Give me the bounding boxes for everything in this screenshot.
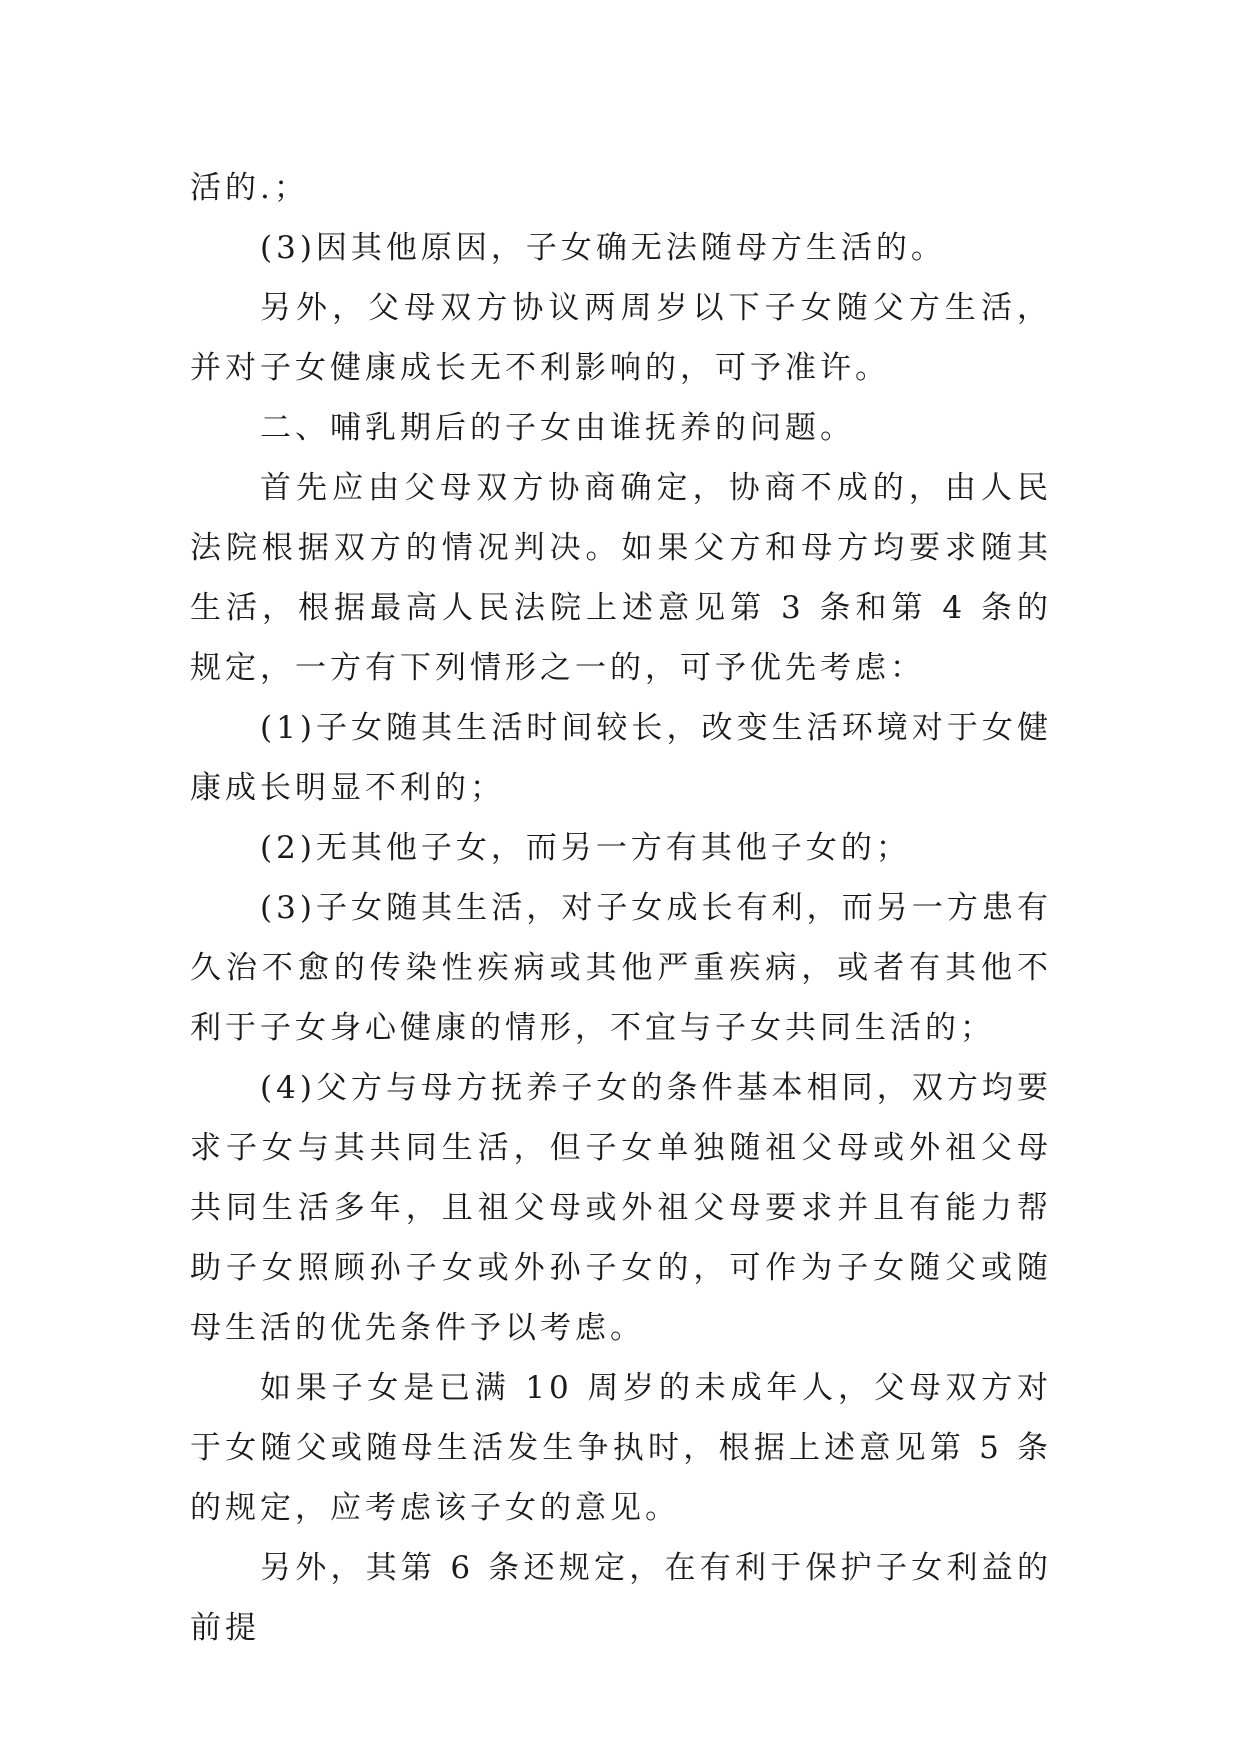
paragraph-priority-3: (3)子女随其生活，对子女成长有利，而另一方患有久治不愈的传染性疾病或其他严重疾病，或者有其他不利于子女身心健康的情形，不宜与子女共同生活的； — [190, 890, 1052, 1046]
paragraph-article-6: 另外，其第 6 条还规定，在有利于保护子女利益的前提 — [190, 1550, 1052, 1646]
paragraph-priority-1: (1)子女随其生活时间较长，改变生活环境对于女健康成长明显不利的； — [190, 710, 1052, 806]
document-body — [190, 158, 1052, 1658]
paragraph-item-3-other-reasons: (3)因其他原因，子女确无法随母方生活的。 — [260, 230, 946, 266]
paragraph-priority-2: (2)无其他子女，而另一方有其他子女的； — [260, 830, 911, 866]
section-heading-post-nursing: 二、哺乳期后的子女由谁抚养的问题。 — [260, 410, 855, 446]
paragraph-priority-4: (4)父方与母方抚养子女的条件基本相同，双方均要求子女与其共同生活，但子女单独随祖父母或外祖父母共同生活多年，且祖父母或外祖父母要求并且有能力帮助子女照顾孙子女或外孙子女的，可作为子女随父或随母生活的优先条件予以考虑。 — [190, 1070, 1052, 1346]
paragraph-continuation: 活的.； — [190, 170, 309, 206]
paragraph-negotiation-first: 首先应由父母双方协商确定，协商不成的，由人民法院根据双方的情况判决。如果父方和母方均要求随其生活，根据最高人民法院上述意见第 3 条和第 4 条的规定，一方有下列情形之一的，可予优先考虑： — [190, 470, 1052, 686]
paragraph-child-over-10: 如果子女是已满 10 周岁的未成年人，父母双方对于女随父或随母生活发生争执时，根据上述意见第 5 条的规定，应考虑该子女的意见。 — [190, 1370, 1052, 1526]
paragraph-parental-agreement: 另外，父母双方协议两周岁以下子女随父方生活，并对子女健康成长无不利影响的，可予准许。 — [190, 290, 1052, 386]
